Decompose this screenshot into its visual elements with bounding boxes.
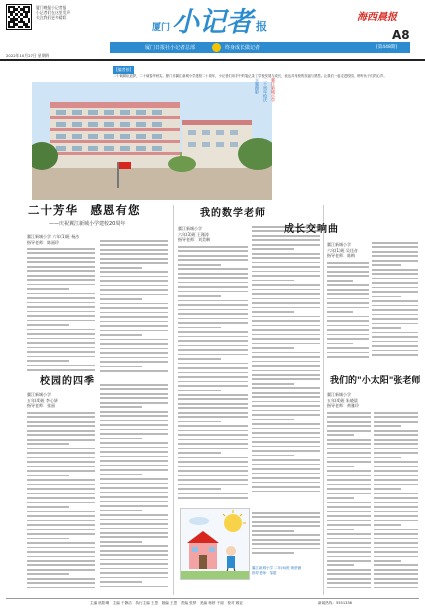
byline-school: 翼江新城小学 (27, 392, 51, 397)
byline-class: 六年(3)班 王瑾涛 (178, 231, 209, 237)
qr-text (36, 5, 116, 21)
byline-school: 翼江新城小学 (327, 392, 351, 397)
city-label: 厦门 (152, 23, 171, 33)
photo-caption-line: 翼江新城小学 (271, 78, 276, 102)
publisher-logo: 海西晨报 (357, 12, 397, 23)
math-story-title: 我的数学老师 (200, 208, 266, 219)
footer-rule (6, 598, 419, 599)
campus-story-body-col1 (27, 412, 95, 592)
photo-caption-line: 主题摄影 (255, 78, 260, 94)
masthead-title-suffix: 报 (256, 20, 267, 33)
byline-school: 翼江新城小学 (178, 226, 202, 231)
qr-line: 小记者们在这里发声 (36, 10, 71, 16)
date-line: 2022年10月27日 星期四 (6, 53, 50, 58)
qr-code[interactable] (6, 4, 32, 30)
issue-number: [第448期] (376, 45, 398, 50)
sun-story-title: 我们的"小太阳"张老师 (330, 376, 421, 386)
banner-dot (212, 43, 221, 52)
student-drawing (180, 508, 250, 580)
byline-teacher: 指导老师：陈梅 (327, 253, 355, 258)
drawing-caption-teacher: 指导老师：邹甜 (252, 571, 277, 575)
column-divider (323, 205, 324, 595)
growth-story-title: 成长交响曲 (284, 224, 339, 235)
math-story-byline (178, 226, 258, 243)
banner-left: 厦门日报社小记者总部 (145, 45, 196, 51)
photo-caption-line: 二十周年校庆 (263, 78, 268, 102)
footer-credits: 主编 欧阳琳 主编 于静洁 执行主编 王思 版编 王思 责编 张梦 美编 杨婷 于丽 校对 顾亚 (90, 601, 243, 605)
editor-note-tag: [编者按] (113, 66, 134, 74)
sun-story-body-col1 (327, 412, 371, 592)
byline-class: 五年(4)班 李心妍 (27, 397, 58, 403)
byline-class: 六年(1)班 吴佳音 (327, 247, 358, 253)
qr-line: 关注我们更多精彩 (36, 15, 67, 21)
sun-story-byline (327, 392, 407, 409)
campus-photo (32, 82, 272, 200)
column-divider (173, 205, 174, 595)
math-story-body-col2 (252, 226, 320, 506)
campus-story-byline (27, 392, 97, 409)
main-story-body-col2 (100, 240, 168, 374)
math-story-tail (252, 512, 320, 562)
drawing-caption-student: 翼江新城小学 二年(6)班 黄舒涵 (252, 566, 302, 570)
main-story-body-col1 (27, 248, 95, 374)
math-story-body-col1 (178, 246, 248, 506)
growth-story-body-col2 (372, 242, 418, 362)
byline-teacher: 指导老师：刘美琳 (178, 237, 210, 242)
qr-line: 厦门晚报小记者报 (36, 5, 67, 10)
masthead (0, 0, 425, 60)
banner-right: 终身成长做记者 (225, 45, 261, 51)
byline-school: 翼江新城小学 (327, 242, 351, 247)
drawing-image (181, 509, 250, 580)
main-story-title: 二十芳华 感恩有您 (28, 203, 141, 217)
footer-hotline: 新闻热线：5551336 (318, 601, 352, 605)
page-number: A8 (392, 28, 410, 42)
growth-story-body-col1 (327, 262, 369, 362)
byline-teacher: 指导老师：张丽 (27, 403, 55, 408)
photo-vertical-caption (246, 78, 280, 136)
sun-story-body-col2 (374, 412, 418, 592)
editor-note-text: 二十载耕耘追梦，二十载春华秋实。厦门市翼江新城小学建校二十周年，小记者们用手中的笔记录了学校发展与成长，表达对母校的祝福与感恩。让我们一起走进校园，聆听孩子们的心声。 (113, 74, 387, 78)
main-story-subtitle: ——庆祝翼江新城小学建校20周年 (49, 221, 126, 227)
byline-teacher: 指导老师：陈丽玲 (27, 239, 59, 245)
campus-story-body-col2 (100, 384, 168, 592)
masthead-title: 小记者 (172, 7, 253, 38)
campus-photo-image (32, 82, 272, 200)
byline-teacher: 指导老师：黄雅玲 (327, 403, 359, 408)
campus-story-title: 校园的四季 (40, 376, 95, 387)
byline-class: 五年(4)班 朱晓晨 (327, 397, 358, 403)
byline-school: 翼江新城小学 六年(1)班 杨沙 (27, 234, 80, 239)
masthead-rule (0, 59, 425, 61)
